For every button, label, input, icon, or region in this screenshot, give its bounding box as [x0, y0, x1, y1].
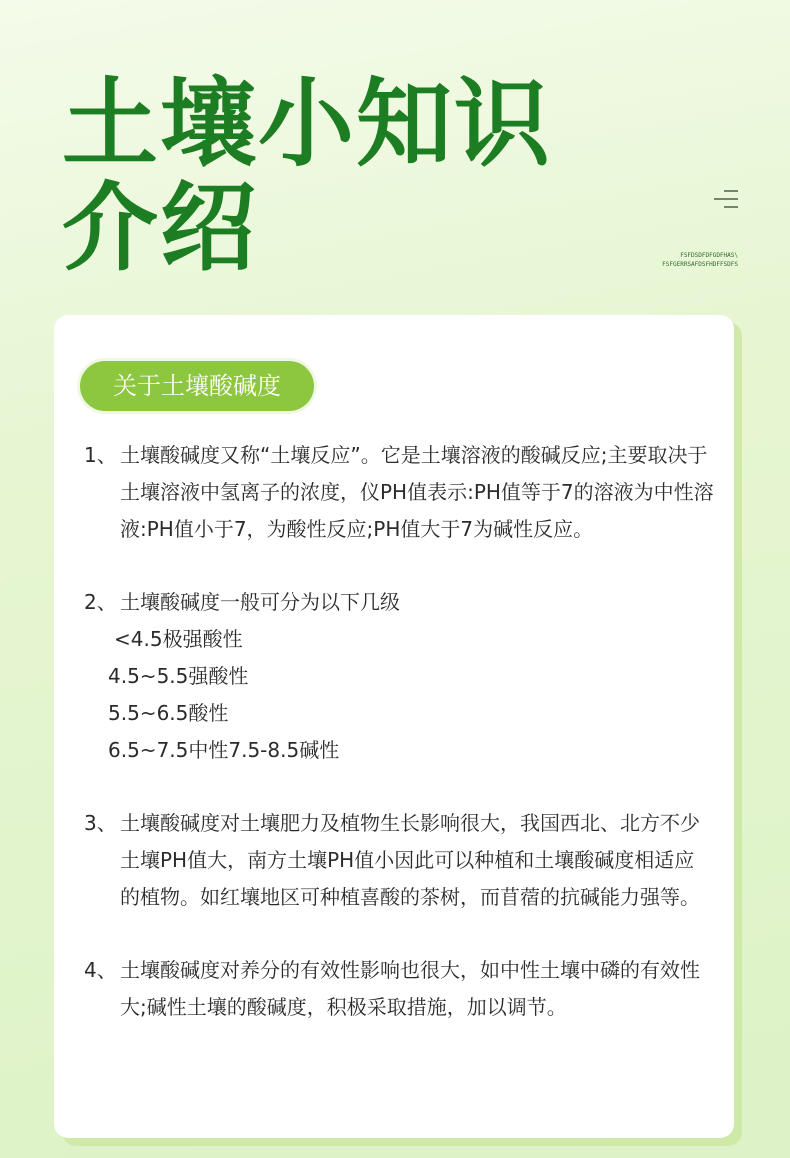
level-line: <4.5极强酸性: [114, 627, 243, 651]
level-line: 6.5~7.5中性7.5-8.5碱性: [108, 738, 340, 762]
item-text: 土壤酸碱度又称“土壤反应”。它是土壤溶液的酸碱反应;主要取决于土壤溶液中氢离子的浓度，仪PH值表示:PH值等于7的溶液为中性溶液:PH值小于7，为酸性反应;PH值大于7为碱性反应。: [120, 443, 714, 541]
code-line-1: FSFDSDFDFGDFHAS\: [680, 252, 738, 259]
item-number: 4、: [84, 958, 117, 982]
level-line: 5.5~6.5酸性: [108, 701, 229, 725]
list-item: [84, 437, 714, 548]
item-number: 2、: [84, 590, 117, 614]
menu-lines-icon: [714, 190, 738, 208]
item-number: 3、: [84, 811, 117, 835]
decorative-code-text: [662, 251, 738, 269]
item-text: 土壤酸碱度一般可分为以下几级: [120, 590, 400, 614]
item-text: 土壤酸碱度对养分的有效性影响也很大，如中性土壤中磷的有效性大;碱性土壤的酸碱度，积极采取措施，加以调节。: [120, 958, 700, 1019]
list-item: [84, 805, 714, 916]
item-text: 土壤酸碱度对土壤肥力及植物生长影响很大，我国西北、北方不少土壤PH值大，南方土壤PH值小因此可以种植和土壤酸碱度相适应的植物。如红壤地区可种植喜酸的茶树，而苜蓿的抗碱能力强等。: [120, 811, 700, 909]
content-card: [54, 315, 734, 1138]
content-body: [84, 437, 714, 1026]
section-pill: [80, 361, 314, 411]
list-item: [84, 952, 714, 1026]
title-line-2: 介绍: [62, 172, 258, 284]
page-title: [62, 68, 552, 284]
level-line: 4.5~5.5强酸性: [108, 664, 249, 688]
section-pill-label: 关于土壤酸碱度: [113, 372, 281, 400]
code-line-2: FSFGERRSAFDSFHDFFSDFS: [662, 261, 738, 268]
title-line-1: 土壤小知识: [62, 68, 552, 180]
list-item: [84, 584, 714, 621]
item-number: 1、: [84, 443, 117, 467]
